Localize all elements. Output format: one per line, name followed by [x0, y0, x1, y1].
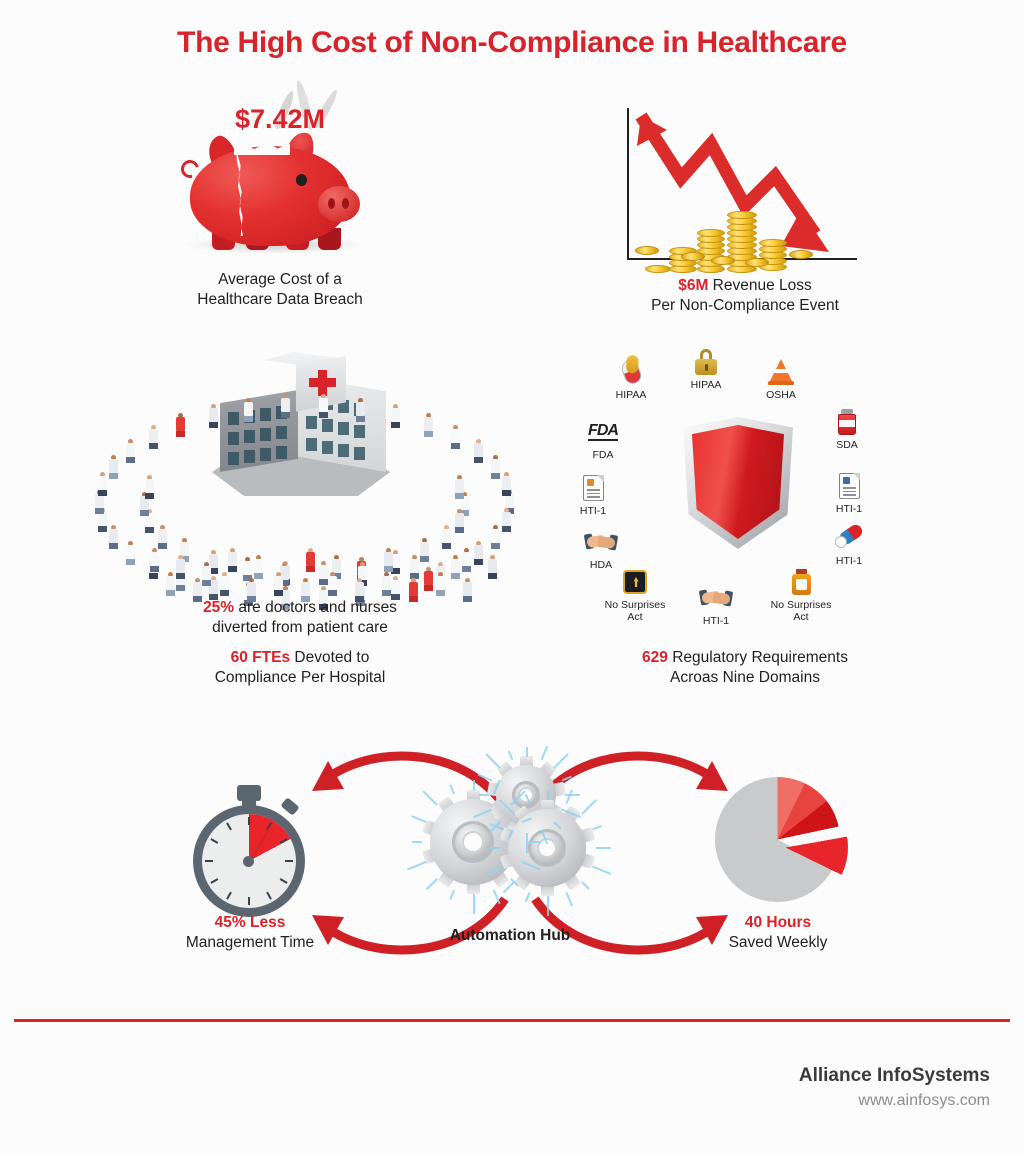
gear-medium-right	[508, 809, 586, 887]
doctor-figure	[150, 548, 159, 572]
spark-line	[592, 865, 611, 875]
doctor-figure	[319, 394, 328, 418]
stopwatch-tick	[205, 860, 213, 862]
workforce-caption-2-rest: Devoted to	[290, 649, 370, 666]
spark-line	[526, 747, 528, 757]
spark-line	[581, 799, 597, 815]
revenue-caption-line1	[585, 276, 905, 296]
doctor-figure	[391, 404, 400, 428]
doctor-figure	[455, 509, 464, 533]
doctor-figure	[491, 455, 500, 479]
doctor-figure	[382, 572, 391, 596]
coin-stack	[645, 263, 671, 273]
spark-line	[596, 847, 611, 849]
regulation-item-no-surprises-right	[762, 567, 840, 623]
regulations-caption-line1	[570, 648, 920, 668]
stat-block-revenue-loss	[585, 100, 905, 330]
spark-line	[547, 896, 549, 916]
regulation-item-hipaa-padlock	[667, 347, 745, 391]
doctor-figure	[420, 538, 429, 562]
handshake-icon	[677, 583, 755, 613]
automation-hub-label: Automation Hub	[449, 927, 571, 944]
doctor-figure	[281, 394, 290, 418]
doctor-figure	[228, 548, 237, 572]
doctor-figure	[436, 572, 445, 596]
pie-detached-slice	[723, 785, 848, 910]
spark-line	[407, 861, 426, 871]
doctor-figure	[502, 508, 511, 532]
doctor-figure	[126, 541, 135, 565]
workforce-highlight-2: 60 FTEs	[230, 649, 291, 666]
automation-right-caption	[628, 913, 928, 954]
spark-line	[526, 833, 528, 853]
regulation-label: No Surprises Act	[770, 599, 832, 624]
handshake-icon	[562, 527, 640, 557]
doctor-figure	[109, 525, 118, 549]
pie-chart-icon	[715, 777, 840, 902]
automation-right-caption-text: Saved Weekly	[728, 934, 828, 952]
document-icon	[554, 473, 632, 503]
piggy-snout	[318, 186, 360, 222]
spark-line	[449, 890, 455, 900]
doctor-figure	[442, 525, 451, 549]
doctor-figure	[424, 567, 433, 591]
regulation-item-hti1-doc-right	[810, 471, 888, 515]
doctor-figure	[244, 398, 253, 422]
company-name: Alliance InfoSystems	[798, 1065, 990, 1086]
stopwatch-pin	[243, 856, 254, 867]
doctor-figure	[384, 548, 393, 572]
hospital-crowd-icon	[70, 340, 530, 595]
regulation-label: FDA	[592, 449, 614, 461]
page-title: The High Cost of Non-Compliance in Healthcare	[177, 26, 847, 59]
spark-line	[473, 780, 475, 790]
doctor-figure	[502, 472, 511, 496]
regulation-label: OSHA	[766, 389, 796, 401]
doctor-figure	[166, 572, 175, 596]
doctor-figure	[109, 455, 118, 479]
doctor-figure	[356, 398, 365, 422]
doctor-crowd	[70, 340, 530, 595]
regulation-item-hipaa-capsule	[592, 357, 670, 401]
spark-line	[547, 790, 549, 800]
doctor-figure	[328, 572, 337, 596]
automation-left-caption-text: Management Time	[185, 934, 315, 952]
doctor-figure	[410, 555, 419, 579]
doctor-figure	[98, 472, 107, 496]
spark-line	[526, 841, 541, 843]
regulation-label: No Surprises Act	[604, 599, 666, 624]
spark-line	[478, 774, 493, 782]
doctor-figure	[474, 439, 483, 463]
piggy-bank-illustration	[168, 132, 383, 257]
breach-caption-line1: Average Cost of a	[218, 271, 342, 288]
doctor-figure	[319, 561, 328, 585]
stopwatch-tick	[285, 860, 293, 862]
regulation-item-sda	[808, 407, 886, 451]
gears-icon	[430, 765, 600, 915]
doctor-figure	[176, 555, 185, 579]
workforce-caption-2-line1	[70, 648, 530, 668]
regulations-caption-line2: Acroas Nine Domains	[670, 669, 820, 687]
workforce-caption-1	[70, 598, 530, 639]
spark-line	[412, 841, 422, 843]
spark-line	[490, 847, 500, 849]
capsule-tablet-icon	[810, 523, 888, 553]
regulation-label: HIPAA	[690, 379, 722, 391]
piggy-chip	[234, 142, 290, 155]
doctor-figure	[474, 541, 483, 565]
loose-coin	[681, 252, 705, 261]
spark-line	[525, 892, 531, 902]
company-website[interactable]: www.ainfosys.com	[858, 1092, 990, 1109]
regulation-label: HTI-1	[702, 615, 730, 627]
automation-section	[0, 735, 1024, 985]
document-icon	[810, 471, 888, 501]
breach-amount: $7.42M	[234, 104, 326, 134]
stopwatch-button	[280, 797, 299, 816]
regulation-label: HDA	[589, 559, 613, 571]
doctor-figure	[462, 548, 471, 572]
coin-stack	[697, 225, 725, 273]
workforce-caption-1-line1	[70, 598, 530, 618]
spark-line	[449, 784, 455, 794]
red-shield-icon	[683, 417, 793, 549]
piggy-eye	[296, 174, 307, 186]
loose-coin	[789, 250, 813, 259]
regulation-label: HTI-1	[835, 555, 863, 567]
locked-briefcase-icon	[596, 567, 674, 597]
regulation-item-hti1-handshake	[677, 583, 755, 627]
workforce-caption-1-line2: diverted from patient care	[212, 619, 388, 637]
regulations-caption	[570, 648, 920, 689]
gear-core	[462, 831, 484, 853]
regulation-item-fda	[564, 417, 642, 461]
regulation-label: HIPAA	[615, 389, 647, 401]
declining-arrow-chart-icon	[585, 100, 905, 275]
stat-block-data-breach	[120, 84, 440, 324]
doctor-figure	[202, 562, 211, 586]
automation-left-caption	[100, 913, 400, 954]
automation-left-highlight: 45% Less	[214, 914, 286, 931]
regulations-highlight: 629	[642, 649, 668, 666]
loose-coin	[745, 258, 769, 267]
workforce-caption-2	[70, 648, 530, 689]
breach-caption	[120, 270, 440, 311]
doctor-figure	[158, 525, 167, 549]
stat-block-regulations	[570, 355, 920, 700]
regulation-label: HTI-1	[835, 503, 863, 515]
automation-right-highlight: 40 Hours	[744, 914, 812, 931]
vaccine-vial-icon	[808, 407, 886, 437]
loose-coin	[635, 246, 659, 255]
doctor-figure	[274, 572, 283, 596]
regulation-item-no-surprises-left	[596, 567, 674, 623]
doctor-figure	[455, 475, 464, 499]
footer-divider	[14, 1019, 1010, 1022]
spark-line	[493, 890, 501, 905]
regulations-caption-rest: Regulatory Requirements	[667, 649, 848, 666]
chart-y-axis	[627, 108, 629, 260]
spark-line	[562, 776, 572, 782]
regulations-cluster	[570, 355, 920, 645]
regulation-item-osha	[742, 357, 820, 401]
doctor-figure	[488, 555, 497, 579]
doctor-figure	[220, 572, 229, 596]
pill-bottle-icon	[762, 567, 840, 597]
doctor-figure	[176, 413, 185, 437]
doctor-figure	[306, 548, 315, 572]
workforce-highlight-1: 25%	[203, 599, 235, 616]
doctor-figure	[391, 576, 400, 600]
spark-line	[565, 789, 573, 804]
doctor-figure	[451, 425, 460, 449]
stat-block-workforce	[70, 340, 530, 700]
doctor-figure	[145, 475, 154, 499]
doctor-figure	[424, 413, 433, 437]
piggy-nostril	[328, 198, 335, 209]
traffic-cone-icon	[742, 357, 820, 387]
regulation-item-hti1-capsule	[810, 523, 888, 567]
revenue-caption	[585, 276, 905, 317]
spark-line	[592, 825, 602, 831]
breach-caption-line2: Healthcare Data Breach	[197, 291, 363, 309]
fda-logo-icon: FDA	[588, 422, 618, 439]
regulation-item-hda	[562, 527, 640, 571]
pill-capsule-icon	[592, 357, 670, 387]
spark-line	[473, 894, 475, 914]
revenue-highlight: $6M	[678, 277, 709, 294]
spark-line	[479, 794, 489, 796]
doctor-figure	[209, 404, 218, 428]
revenue-caption-rest: Revenue Loss	[708, 277, 812, 294]
doctor-figure	[149, 425, 158, 449]
stopwatch-tick	[248, 817, 250, 825]
stopwatch-icon	[190, 785, 310, 910]
regulation-label: HTI-1	[579, 505, 607, 517]
regulation-label: SDA	[836, 439, 858, 451]
regulation-item-hti1-doc-left	[554, 473, 632, 517]
doctor-figure	[451, 555, 460, 579]
doctor-figure	[254, 555, 263, 579]
padlock-icon	[667, 347, 745, 377]
doctor-figure	[491, 525, 500, 549]
workforce-caption-1-rest: are doctors and nurses	[234, 599, 397, 616]
revenue-caption-line2: Per Non-Compliance Event	[651, 297, 839, 315]
stopwatch-tick	[248, 897, 250, 905]
piggy-nostril	[342, 198, 349, 209]
spark-line	[565, 892, 573, 907]
doctor-figure	[126, 439, 135, 463]
loose-coin	[711, 256, 735, 265]
workforce-caption-2-line2: Compliance Per Hospital	[214, 669, 386, 687]
broken-piggy-bank-icon	[120, 84, 440, 259]
